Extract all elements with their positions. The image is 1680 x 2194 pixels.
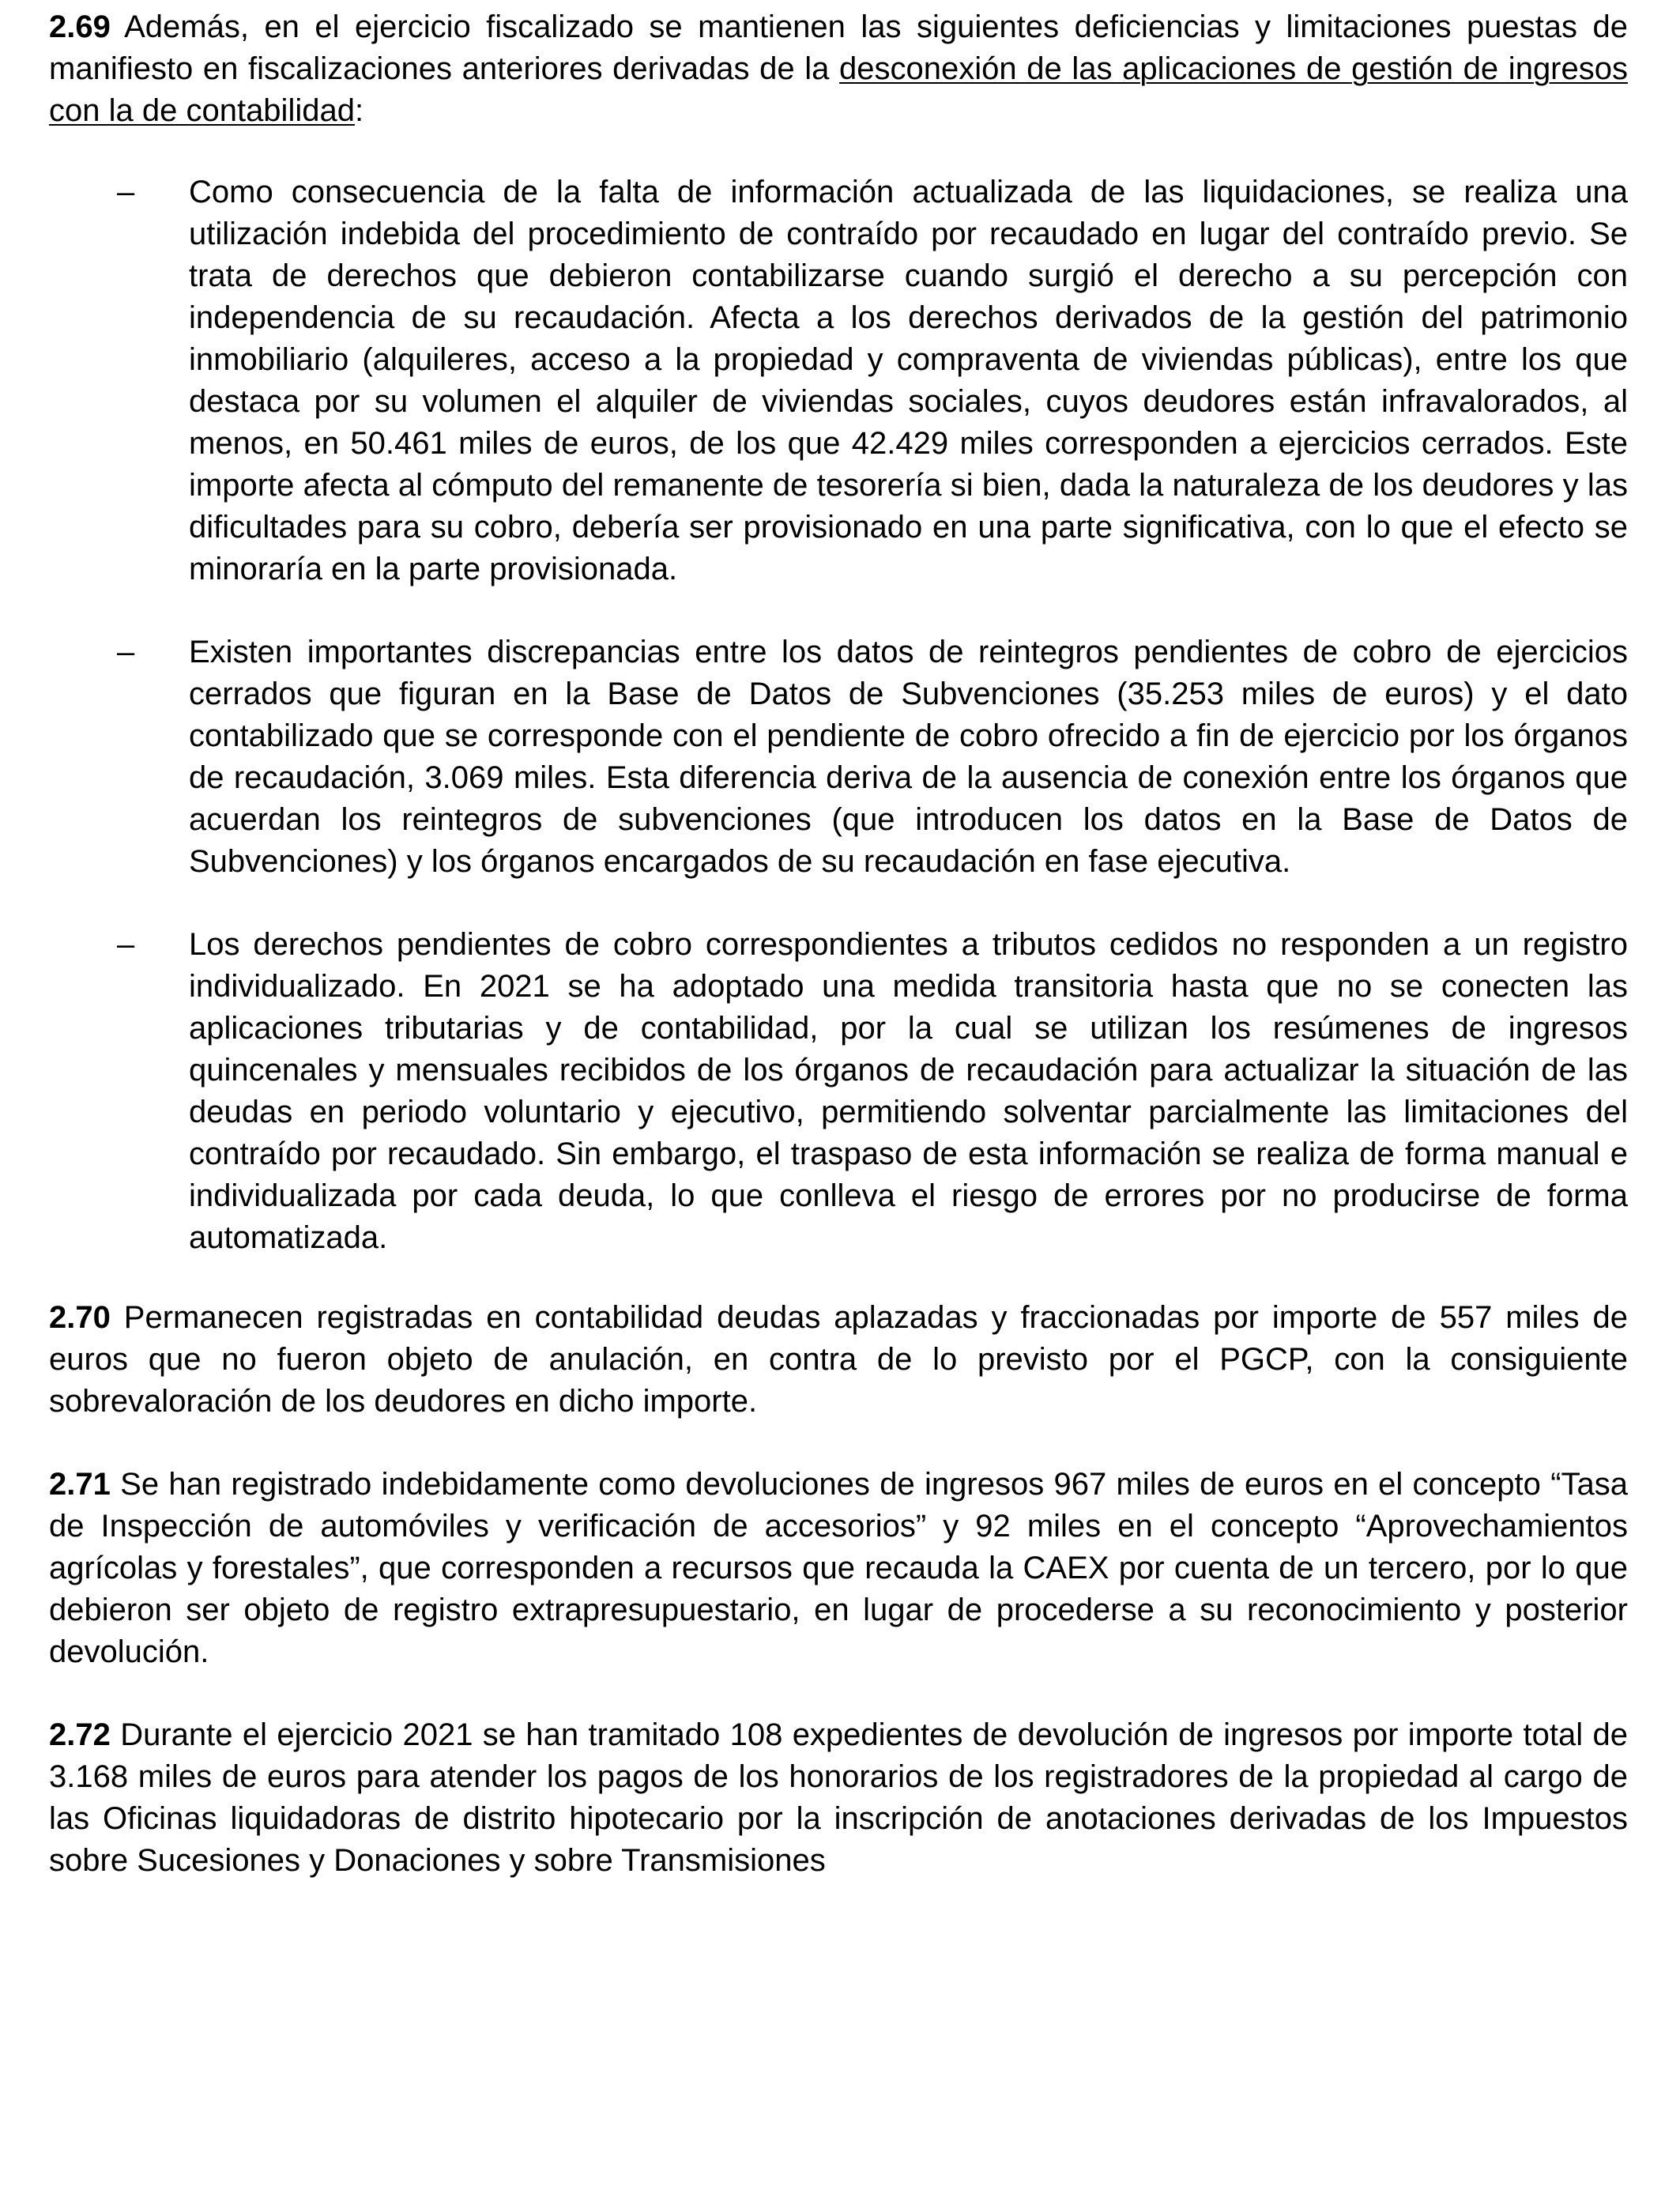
paragraph-number: 2.70 [49, 1300, 111, 1335]
paragraph-number: 2.72 [49, 1717, 111, 1752]
paragraph-text: Además, en el ejercicio fiscalizado se mantienen las siguientes deficiencias y limitaciones puestas de manifiesto en fiscalizaciones anteriores derivadas de la [49, 9, 1628, 86]
paragraph-2-71 [49, 1464, 1628, 1673]
paragraph-2-70 [49, 1297, 1628, 1423]
paragraph-number: 2.71 [49, 1467, 111, 1502]
list-item-text: Existen importantes discrepancias entre los datos de reintegros pendientes de cobro de ejercicios cerrados que figuran en la Base de Datos de Subvenciones (35.253 miles de euros) y el dato contabilizado que se corresponde con el pendiente de cobro ofrecido a fin de ejercicio por los órganos de recaudación, 3.069 miles. Esta diferencia deriva de la ausencia de conexión entre los órganos que acuerdan los reintegros de subvenciones (que introducen los datos en la Base de Datos de Subvenciones) y los órganos encargados de su recaudación en fase ejecutiva. [189, 635, 1628, 879]
dash-marker: – [117, 927, 135, 962]
paragraph-text-end: : [354, 93, 364, 128]
paragraph-text: Durante el ejercicio 2021 se han tramitado 108 expedientes de devolución de ingresos por importe total de 3.168 miles de euros para atender los pagos de los honorarios de los registradores de la propiedad al cargo de las Oficinas liquidadoras de distrito hipotecario por la inscripción de anotaciones derivadas de los Impuestos sobre Sucesiones y Donaciones y sobre Transmisiones [49, 1717, 1628, 1878]
underlined-text: desconexión de las aplicaciones de gestión de ingresos con la de contabilidad [49, 51, 1628, 128]
list-item [49, 631, 1628, 883]
dash-marker: – [117, 635, 135, 669]
list-item [49, 172, 1628, 590]
document-page [49, 6, 1628, 1882]
paragraph-2-72 [49, 1714, 1628, 1882]
paragraph-2-69 [49, 6, 1628, 132]
paragraph-text: Permanecen registradas en contabilidad deudas aplazadas y fraccionadas por importe de 557 miles de euros que no fueron objeto de anulación, en contra de lo previsto por el PGCP, con la consiguiente sobrevaloración de los deudores en dicho importe. [49, 1300, 1628, 1419]
list-item [49, 924, 1628, 1259]
list-item-text: Los derechos pendientes de cobro correspondientes a tributos cedidos no responden a un registro individualizado. En 2021 se ha adoptado una medida transitoria hasta que no se conecten las aplicaciones tributarias y de contabilidad, por la cual se utilizan los resúmenes de ingresos quincenales y mensuales recibidos de los órganos de recaudación para actualizar la situación de las deudas en periodo voluntario y ejecutivo, permitiendo solventar parcialmente las limitaciones del contraído por recaudado. Sin embargo, el traspaso de esta información se realiza de forma manual e individualizada por cada deuda, lo que conlleva el riesgo de errores por no producirse de forma automatizada. [189, 927, 1628, 1255]
list-item-text: Como consecuencia de la falta de información actualizada de las liquidaciones, se realiza una utilización indebida del procedimiento de contraído por recaudado en lugar del contraído previo. Se trata de derechos que debieron contabilizarse cuando surgió el derecho a su percepción con independencia de su recaudación. Afecta a los derechos derivados de la gestión del patrimonio inmobiliario (alquileres, acceso a la propiedad y compraventa de viviendas públicas), entre los que destaca por su volumen el alquiler de viviendas sociales, cuyos deudores están infravalorados, al menos, en 50.461 miles de euros, de los que 42.429 miles corresponden a ejercicios cerrados. Este importe afecta al cómputo del remanente de tesorería si bien, dada la naturaleza de los deudores y las dificultades para su cobro, debería ser provisionado en una parte significativa, con lo que el efecto se minoraría en la parte provisionada. [189, 175, 1628, 586]
paragraph-number: 2.69 [49, 9, 111, 44]
dash-marker: – [117, 175, 135, 209]
paragraph-text: Se han registrado indebidamente como devoluciones de ingresos 967 miles de euros en el concepto “Tasa de Inspección de automóviles y verificación de accesorios” y 92 miles en el concepto “Aprovechamientos agrícolas y forestales”, que corresponden a recursos que recauda la CAEX por cuenta de un tercero, por lo que debieron ser objeto de registro extrapresupuestario, en lugar de procederse a su reconocimiento y posterior devolución. [49, 1467, 1628, 1669]
bullet-list [49, 172, 1628, 1259]
